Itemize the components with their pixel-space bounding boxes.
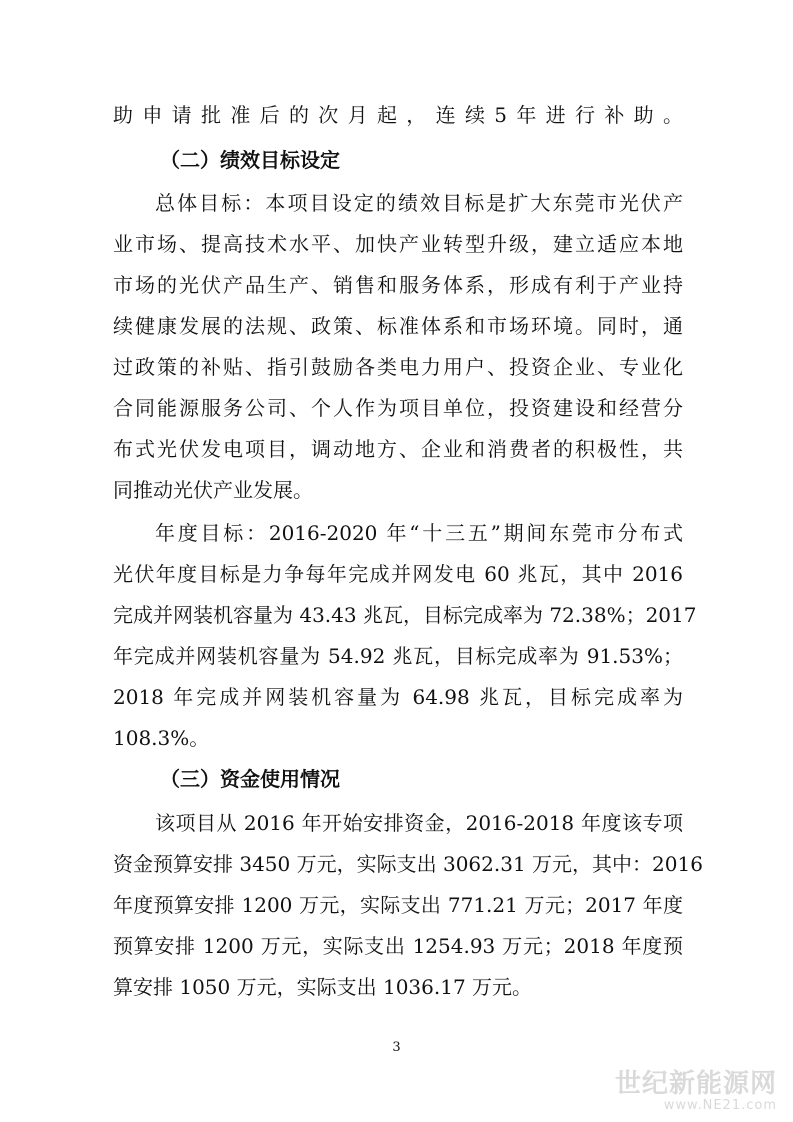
fund-usage-line: 预算安排 1200 万元，实际支出 1254.93 万元；2018 年度预	[113, 934, 683, 958]
watermark-logo	[607, 1070, 777, 1116]
paragraph-line: 助申请批准后的次月起，连续5年进行补助。	[113, 103, 683, 127]
overall-goal-line: 同推动光伏产业发展。	[113, 478, 313, 502]
overall-goal-line: 总体目标：本项目设定的绩效目标是扩大东莞市光伏产	[155, 191, 683, 215]
annual-goal-line: 完成并网装机容量为 43.43 兆瓦，目标完成率为 72.38%；2017	[113, 603, 697, 627]
annual-goal-line: 108.3%。	[113, 726, 210, 750]
annual-goal-line: 2018 年完成并网装机容量为 64.98 兆瓦，目标完成率为	[113, 685, 683, 709]
annual-goal-line: 年度目标：2016-2020 年“十三五”期间东莞市分布式	[155, 521, 683, 545]
overall-goal-line: 续健康发展的法规、政策、标准体系和市场环境。同时，通	[113, 314, 683, 338]
fund-usage-line: 该项目从 2016 年开始安排资金，2016-2018 年度该专项	[155, 811, 683, 835]
overall-goal-line: 布式光伏发电项目，调动地方、企业和消费者的积极性，共	[113, 437, 683, 461]
annual-goal-line: 年完成并网装机容量为 54.92 兆瓦，目标完成率为 91.53%；	[113, 644, 683, 668]
watermark-title: 世纪新能源网	[614, 1069, 777, 1099]
annual-goal-line: 光伏年度目标是力争每年完成并网发电 60 兆瓦，其中 2016	[113, 562, 683, 586]
overall-goal-line: 业市场、提高技术水平、加快产业转型升级，建立适应本地	[113, 232, 683, 256]
section-heading-fund-usage: （三）资金使用情况	[160, 767, 340, 791]
fund-usage-line: 算安排 1050 万元，实际支出 1036.17 万元。	[113, 975, 533, 999]
watermark-url: www.NE21.com	[663, 1098, 777, 1113]
fund-usage-line: 资金预算安排 3450 万元，实际支出 3062.31 万元，其中：2016	[113, 852, 703, 876]
fund-usage-line: 年度预算安排 1200 万元，实际支出 771.21 万元；2017 年度	[113, 893, 683, 917]
section-heading-performance-goals: （二）绩效目标设定	[160, 148, 340, 172]
overall-goal-line: 过政策的补贴、指引鼓励各类电力用户、投资企业、专业化	[113, 355, 683, 379]
page-number: 3	[392, 1040, 401, 1055]
overall-goal-line: 市场的光伏产品生产、销售和服务体系，形成有利于产业持	[113, 273, 683, 297]
overall-goal-line: 合同能源服务公司、个人作为项目单位，投资建设和经营分	[113, 396, 683, 420]
